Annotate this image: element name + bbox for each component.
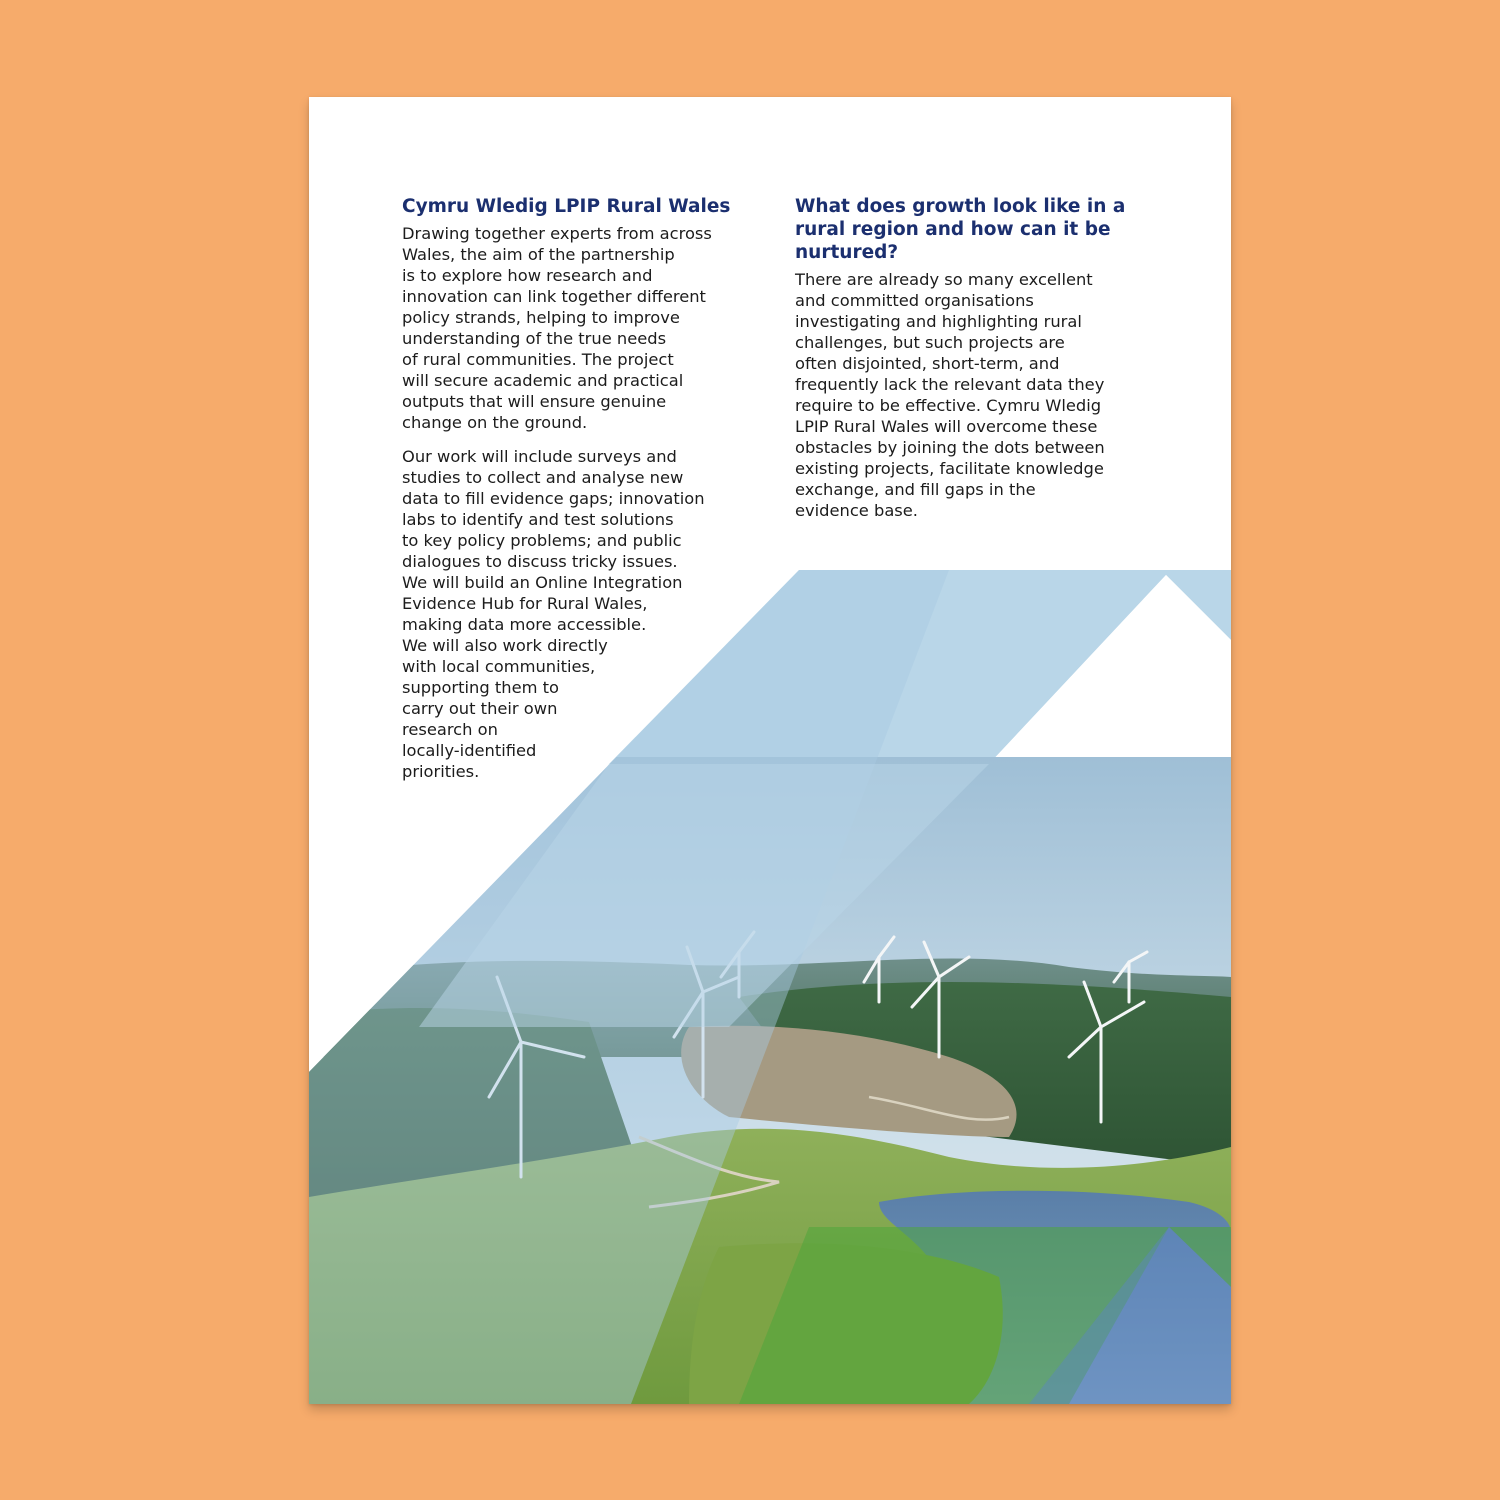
- right-column: [795, 195, 1140, 534]
- left-paragraph-2: Our work will include surveys and studies to collect and analyse new data to fill evidence gaps; innovation labs to identify and test solutions to key policy problems; and public dialogues to discuss tricky issues. We will build an Online Integration Evidence Hub for Rural Wales, making data more accessible. We will also work directly with local communities, supporting them to carry out their own research on locally-identified priorities.: [402, 447, 705, 781]
- left-column: [402, 195, 747, 795]
- right-paragraph-1: There are already so many excellent and committed organisations investigating and highlighting rural challenges, but such projects are often disjointed, short-term, and frequently lack the relevant data they require to be effective. Cymru Wledig LPIP Rural Wales will overcome these obstacles by joining the dots between existing projects, facilitate knowledge exchange, and fill gaps in the evidence base.: [795, 270, 1105, 520]
- left-paragraph-1: Drawing together experts from across Wales, the aim of the partnership is to explore how research and innovation can link together different policy strands, helping to improve understanding of the true needs of rural communities. The project will secure academic and practical outputs that will ensure genuine change on the ground.: [402, 224, 712, 432]
- right-heading: What does growth look like in a rural region and how can it be nurtured?: [795, 196, 1126, 263]
- document-page: [309, 97, 1231, 1404]
- left-heading: Cymru Wledig LPIP Rural Wales: [402, 196, 731, 217]
